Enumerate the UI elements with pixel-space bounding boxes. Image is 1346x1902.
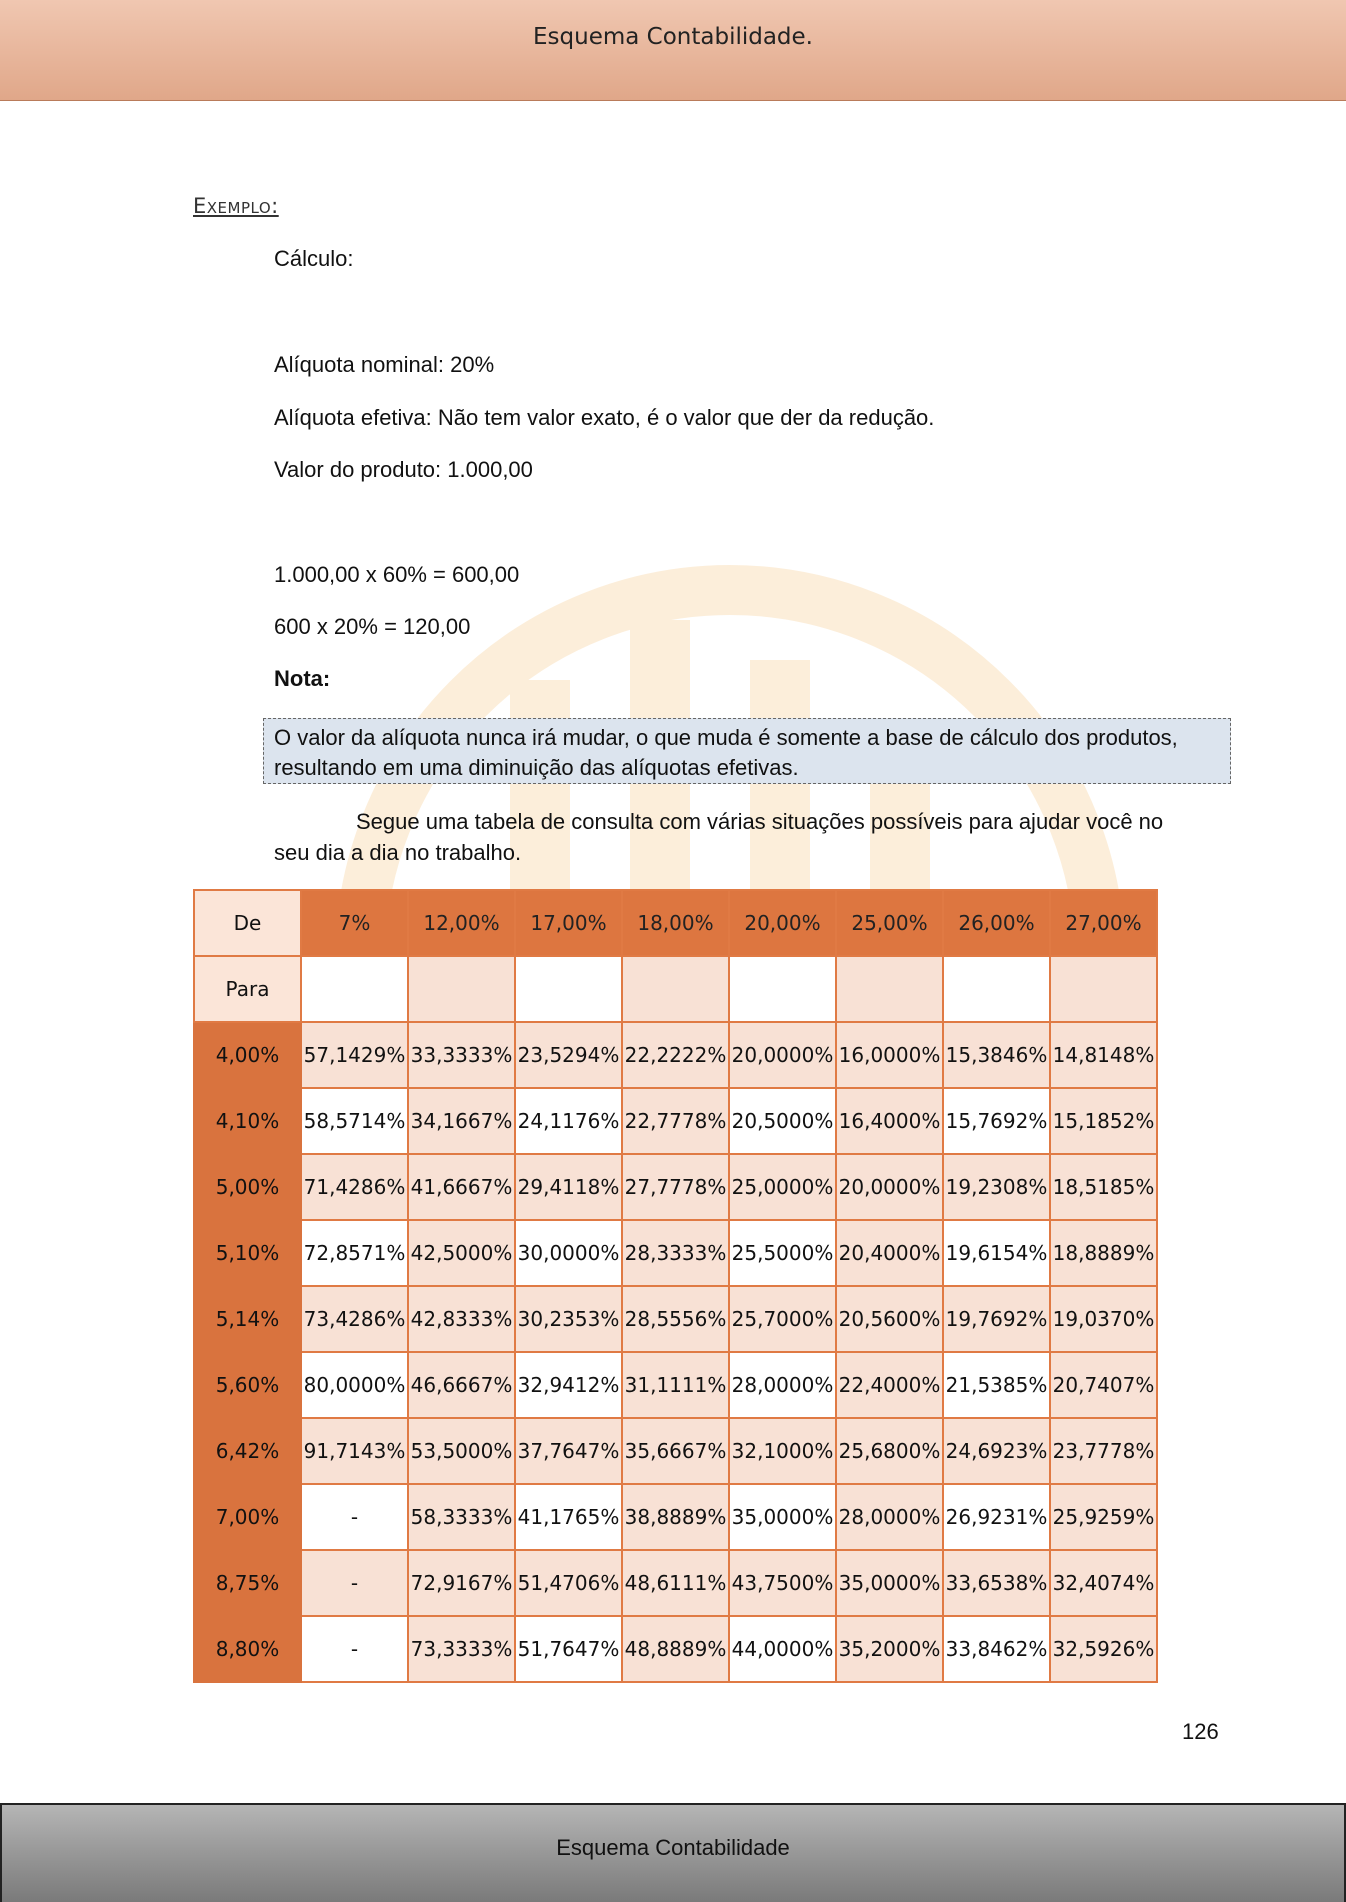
table-cell: - — [301, 1484, 408, 1550]
table-cell: 31,1111% — [622, 1352, 729, 1418]
row-header: 8,75% — [194, 1550, 301, 1616]
table-cell: 19,7692% — [943, 1286, 1050, 1352]
table-cell: 43,7500% — [729, 1550, 836, 1616]
table-cell: 26,9231% — [943, 1484, 1050, 1550]
table-cell: 22,7778% — [622, 1088, 729, 1154]
table-cell: 20,5600% — [836, 1286, 943, 1352]
row-header: 7,00% — [194, 1484, 301, 1550]
column-header: 7% — [301, 890, 408, 956]
table-cell: 51,4706% — [515, 1550, 622, 1616]
table-cell: 53,5000% — [408, 1418, 515, 1484]
column-header: 18,00% — [622, 890, 729, 956]
table-cell — [515, 956, 622, 1022]
table-cell: 72,8571% — [301, 1220, 408, 1286]
table-cell: 15,7692% — [943, 1088, 1050, 1154]
table-cell: 18,8889% — [1050, 1220, 1157, 1286]
table-cell: 14,8148% — [1050, 1022, 1157, 1088]
table-cell: 28,5556% — [622, 1286, 729, 1352]
table-cell: 23,5294% — [515, 1022, 622, 1088]
table-cell: 33,8462% — [943, 1616, 1050, 1682]
table-cell: - — [301, 1550, 408, 1616]
table-cell: - — [301, 1616, 408, 1682]
column-header: 17,00% — [515, 890, 622, 956]
table-cell: 20,0000% — [836, 1154, 943, 1220]
table-cell: 27,7778% — [622, 1154, 729, 1220]
table-cell: 48,6111% — [622, 1550, 729, 1616]
calculation-line-2: 600 x 20% = 120,00 — [274, 614, 471, 639]
table-cell: 35,2000% — [836, 1616, 943, 1682]
table-cell: 25,7000% — [729, 1286, 836, 1352]
table-row — [194, 1484, 1157, 1550]
table-row — [194, 1088, 1157, 1154]
table-cell: 44,0000% — [729, 1616, 836, 1682]
table-cell: 30,0000% — [515, 1220, 622, 1286]
table-row — [194, 1022, 1157, 1088]
table-cell: 28,0000% — [836, 1484, 943, 1550]
table-cell: 46,6667% — [408, 1352, 515, 1418]
table-cell: 34,1667% — [408, 1088, 515, 1154]
aliquota-table — [193, 889, 1158, 1683]
table-cell: 19,6154% — [943, 1220, 1050, 1286]
table-cell: 22,2222% — [622, 1022, 729, 1088]
table-cell — [836, 956, 943, 1022]
aliquota-nominal-text: Alíquota nominal: 20% — [274, 352, 495, 377]
table-cell: 18,5185% — [1050, 1154, 1157, 1220]
page-number: 126 — [1182, 1719, 1219, 1744]
column-header: 27,00% — [1050, 890, 1157, 956]
column-header: 12,00% — [408, 890, 515, 956]
table-cell: 35,6667% — [622, 1418, 729, 1484]
table-row — [194, 1616, 1157, 1682]
table-cell: 30,2353% — [515, 1286, 622, 1352]
table-row — [194, 1286, 1157, 1352]
table-cell: 51,7647% — [515, 1616, 622, 1682]
table-row — [194, 1550, 1157, 1616]
table-row — [194, 1352, 1157, 1418]
table-cell: 73,3333% — [408, 1616, 515, 1682]
table-cell: 73,4286% — [301, 1286, 408, 1352]
table-cell: 32,9412% — [515, 1352, 622, 1418]
table-cell: 80,0000% — [301, 1352, 408, 1418]
nota-heading: Nota: — [274, 666, 331, 691]
table-cell: 19,0370% — [1050, 1286, 1157, 1352]
table-cell: 48,8889% — [622, 1616, 729, 1682]
table-cell: 72,9167% — [408, 1550, 515, 1616]
table-cell: 41,6667% — [408, 1154, 515, 1220]
table-cell: 35,0000% — [836, 1550, 943, 1616]
calculo-label: Cálculo: — [274, 246, 354, 271]
table-cell: 16,4000% — [836, 1088, 943, 1154]
row-header: 5,60% — [194, 1352, 301, 1418]
table-cell: 32,4074% — [1050, 1550, 1157, 1616]
column-header: 25,00% — [836, 890, 943, 956]
column-header: 26,00% — [943, 890, 1050, 956]
table-cell: 37,7647% — [515, 1418, 622, 1484]
table-cell — [301, 956, 408, 1022]
table-cell: 33,6538% — [943, 1550, 1050, 1616]
table-cell: 19,2308% — [943, 1154, 1050, 1220]
table-cell: 16,0000% — [836, 1022, 943, 1088]
table-cell: 25,5000% — [729, 1220, 836, 1286]
table-cell: 25,9259% — [1050, 1484, 1157, 1550]
table-cell: 24,1176% — [515, 1088, 622, 1154]
aliquota-efetiva-text: Alíquota efetiva: Não tem valor exato, é o valor que der da redução. — [274, 405, 935, 430]
table-cell: 23,7778% — [1050, 1418, 1157, 1484]
table-cell: 28,3333% — [622, 1220, 729, 1286]
table-para-row — [194, 956, 1157, 1022]
table-cell: 21,5385% — [943, 1352, 1050, 1418]
table-cell: 91,7143% — [301, 1418, 408, 1484]
table-header-row — [194, 890, 1157, 956]
table-cell: 58,5714% — [301, 1088, 408, 1154]
page-footer — [0, 1803, 1346, 1902]
intro-paragraph: Segue uma tabela de consulta com várias situações possíveis para ajudar você no seu dia a dia no trabalho. — [274, 809, 1164, 865]
table-cell — [1050, 956, 1157, 1022]
table-cell: 24,6923% — [943, 1418, 1050, 1484]
table-cell: 42,8333% — [408, 1286, 515, 1352]
table-cell: 22,4000% — [836, 1352, 943, 1418]
table-cell: 15,1852% — [1050, 1088, 1157, 1154]
table-cell: 32,1000% — [729, 1418, 836, 1484]
table-cell — [943, 956, 1050, 1022]
table-cell — [622, 956, 729, 1022]
table-cell: 35,0000% — [729, 1484, 836, 1550]
table-cell: 25,0000% — [729, 1154, 836, 1220]
table-cell: 20,4000% — [836, 1220, 943, 1286]
row-header: 4,00% — [194, 1022, 301, 1088]
table-row — [194, 1220, 1157, 1286]
row-header: 8,80% — [194, 1616, 301, 1682]
table-cell: 29,4118% — [515, 1154, 622, 1220]
table-cell: 58,3333% — [408, 1484, 515, 1550]
table-cell: 15,3846% — [943, 1022, 1050, 1088]
table-row — [194, 1154, 1157, 1220]
table-row — [194, 1418, 1157, 1484]
row-header: 4,10% — [194, 1088, 301, 1154]
row-header: 5,14% — [194, 1286, 301, 1352]
table-cell — [408, 956, 515, 1022]
column-header: 20,00% — [729, 890, 836, 956]
section-title: Exemplo: — [193, 194, 279, 218]
page-header — [0, 0, 1346, 101]
valor-produto-text: Valor do produto: 1.000,00 — [274, 457, 533, 482]
table-cell: 20,7407% — [1050, 1352, 1157, 1418]
de-label: De — [194, 890, 301, 956]
table-cell: 41,1765% — [515, 1484, 622, 1550]
row-header: 5,10% — [194, 1220, 301, 1286]
table-cell: 32,5926% — [1050, 1616, 1157, 1682]
footer-title: Esquema Contabilidade — [556, 1835, 790, 1860]
calculation-line-1: 1.000,00 x 60% = 600,00 — [274, 562, 520, 587]
header-title: Esquema Contabilidade. — [533, 24, 813, 50]
table-cell: 33,3333% — [408, 1022, 515, 1088]
table-cell: 42,5000% — [408, 1220, 515, 1286]
table-cell: 20,0000% — [729, 1022, 836, 1088]
table-cell: 28,0000% — [729, 1352, 836, 1418]
note-box: O valor da alíquota nunca irá mudar, o que muda é somente a base de cálculo dos produtos, resultando em uma diminuição das alíquotas efetivas. — [263, 718, 1231, 784]
table-cell: 20,5000% — [729, 1088, 836, 1154]
table-cell: 25,6800% — [836, 1418, 943, 1484]
row-header: 6,42% — [194, 1418, 301, 1484]
table-cell — [729, 956, 836, 1022]
para-label: Para — [194, 956, 301, 1022]
table-cell: 57,1429% — [301, 1022, 408, 1088]
row-header: 5,00% — [194, 1154, 301, 1220]
table-cell: 71,4286% — [301, 1154, 408, 1220]
table-cell: 38,8889% — [622, 1484, 729, 1550]
